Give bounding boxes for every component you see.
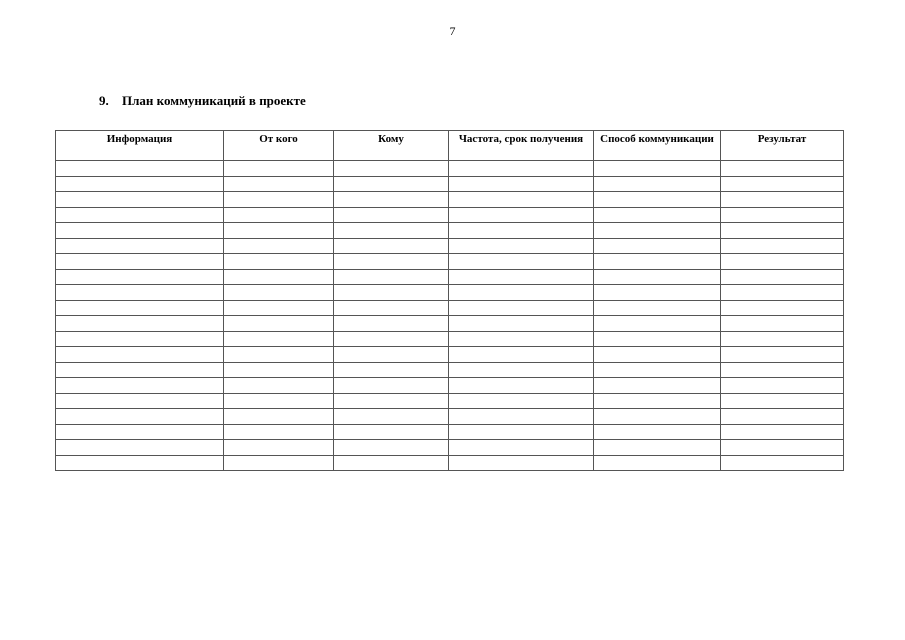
table-cell-frequency[interactable] (449, 393, 594, 409)
table-row (56, 223, 844, 239)
table-cell-information[interactable] (56, 316, 224, 332)
table-cell-to[interactable] (334, 207, 449, 223)
table-cell-information[interactable] (56, 176, 224, 192)
table-cell-result[interactable] (721, 207, 844, 223)
table-cell-information[interactable] (56, 347, 224, 363)
table-cell-frequency[interactable] (449, 207, 594, 223)
table-row (56, 285, 844, 301)
table-cell-from[interactable] (224, 192, 334, 208)
table-cell-method[interactable] (594, 238, 721, 254)
table-cell-result[interactable] (721, 424, 844, 440)
communication-plan-table (55, 130, 844, 471)
table-cell-to[interactable] (334, 285, 449, 301)
table-cell-from[interactable] (224, 362, 334, 378)
table-row (56, 393, 844, 409)
table-cell-frequency[interactable] (449, 362, 594, 378)
table-cell-to[interactable] (334, 254, 449, 270)
table-cell-result[interactable] (721, 362, 844, 378)
table-cell-result[interactable] (721, 331, 844, 347)
table-cell-method[interactable] (594, 285, 721, 301)
table-cell-to[interactable] (334, 362, 449, 378)
table-row (56, 300, 844, 316)
table-row (56, 192, 844, 208)
table-cell-to[interactable] (334, 176, 449, 192)
table-cell-to[interactable] (334, 192, 449, 208)
table-cell-from[interactable] (224, 455, 334, 471)
table-row (56, 347, 844, 363)
table-cell-to[interactable] (334, 238, 449, 254)
table-cell-method[interactable] (594, 347, 721, 363)
table-cell-result[interactable] (721, 223, 844, 239)
table-cell-from[interactable] (224, 316, 334, 332)
column-header-result: Результат (721, 131, 844, 161)
table-row (56, 409, 844, 425)
column-header-to: Кому (334, 131, 449, 161)
table-cell-information[interactable] (56, 424, 224, 440)
table-header-row (56, 131, 844, 161)
table-cell-frequency[interactable] (449, 316, 594, 332)
table-cell-method[interactable] (594, 316, 721, 332)
table-cell-information[interactable] (56, 331, 224, 347)
table-row (56, 316, 844, 332)
table-row (56, 176, 844, 192)
table-cell-method[interactable] (594, 378, 721, 394)
table-cell-frequency[interactable] (449, 378, 594, 394)
table-cell-frequency[interactable] (449, 238, 594, 254)
section-title: План коммуникаций в проекте (122, 93, 306, 108)
table-cell-method[interactable] (594, 362, 721, 378)
section-heading (99, 93, 306, 109)
table-cell-result[interactable] (721, 440, 844, 456)
table-cell-result[interactable] (721, 176, 844, 192)
table-cell-result[interactable] (721, 238, 844, 254)
table-cell-method[interactable] (594, 176, 721, 192)
column-header-frequency: Частота, срок получения (449, 131, 594, 161)
table-row (56, 269, 844, 285)
table-cell-to[interactable] (334, 223, 449, 239)
table-cell-frequency[interactable] (449, 331, 594, 347)
table-cell-method[interactable] (594, 300, 721, 316)
section-number: 9. (99, 93, 109, 108)
table-cell-result[interactable] (721, 455, 844, 471)
table-cell-method[interactable] (594, 455, 721, 471)
table-cell-from[interactable] (224, 424, 334, 440)
table-cell-to[interactable] (334, 409, 449, 425)
table-cell-information[interactable] (56, 362, 224, 378)
table-cell-result[interactable] (721, 347, 844, 363)
table-cell-from[interactable] (224, 440, 334, 456)
table-cell-method[interactable] (594, 161, 721, 177)
table-cell-result[interactable] (721, 269, 844, 285)
table-cell-frequency[interactable] (449, 161, 594, 177)
table-cell-from[interactable] (224, 378, 334, 394)
table-cell-to[interactable] (334, 455, 449, 471)
table-cell-information[interactable] (56, 409, 224, 425)
table-cell-frequency[interactable] (449, 455, 594, 471)
table-row (56, 378, 844, 394)
table-cell-information[interactable] (56, 393, 224, 409)
table-cell-information[interactable] (56, 238, 224, 254)
table-cell-from[interactable] (224, 393, 334, 409)
table-cell-from[interactable] (224, 347, 334, 363)
table-cell-frequency[interactable] (449, 300, 594, 316)
table-cell-to[interactable] (334, 393, 449, 409)
table-cell-frequency[interactable] (449, 285, 594, 301)
table-cell-method[interactable] (594, 440, 721, 456)
table-row (56, 254, 844, 270)
table-cell-from[interactable] (224, 176, 334, 192)
table-cell-method[interactable] (594, 331, 721, 347)
table-cell-from[interactable] (224, 223, 334, 239)
table-row (56, 331, 844, 347)
table-cell-method[interactable] (594, 207, 721, 223)
table-cell-method[interactable] (594, 409, 721, 425)
table-cell-to[interactable] (334, 331, 449, 347)
table-cell-method[interactable] (594, 254, 721, 270)
table-cell-from[interactable] (224, 269, 334, 285)
table-cell-from[interactable] (224, 331, 334, 347)
table-cell-method[interactable] (594, 269, 721, 285)
table-cell-information[interactable] (56, 285, 224, 301)
table-cell-information[interactable] (56, 254, 224, 270)
table-cell-method[interactable] (594, 192, 721, 208)
table-row (56, 424, 844, 440)
table-cell-result[interactable] (721, 316, 844, 332)
column-header-method: Способ коммуникации (594, 131, 721, 161)
table-cell-result[interactable] (721, 192, 844, 208)
table-body (56, 161, 844, 471)
table-cell-frequency[interactable] (449, 254, 594, 270)
table-cell-to[interactable] (334, 316, 449, 332)
table-row (56, 455, 844, 471)
table-cell-information[interactable] (56, 269, 224, 285)
table-cell-from[interactable] (224, 254, 334, 270)
table-row (56, 207, 844, 223)
table-cell-to[interactable] (334, 300, 449, 316)
table-cell-from[interactable] (224, 409, 334, 425)
table-cell-information[interactable] (56, 378, 224, 394)
table-cell-information[interactable] (56, 455, 224, 471)
table-cell-to[interactable] (334, 269, 449, 285)
column-header-from: От кого (224, 131, 334, 161)
table-cell-information[interactable] (56, 300, 224, 316)
table-row (56, 161, 844, 177)
table-row (56, 238, 844, 254)
table-cell-result[interactable] (721, 300, 844, 316)
table-cell-frequency[interactable] (449, 424, 594, 440)
table-row (56, 362, 844, 378)
table-cell-from[interactable] (224, 238, 334, 254)
table-cell-frequency[interactable] (449, 440, 594, 456)
table-cell-to[interactable] (334, 347, 449, 363)
page-number: 7 (449, 24, 456, 38)
table-row (56, 440, 844, 456)
table-cell-result[interactable] (721, 254, 844, 270)
table-cell-from[interactable] (224, 300, 334, 316)
table-cell-method[interactable] (594, 223, 721, 239)
table-cell-method[interactable] (594, 424, 721, 440)
table-cell-information[interactable] (56, 440, 224, 456)
table-cell-result[interactable] (721, 285, 844, 301)
table-cell-information[interactable] (56, 223, 224, 239)
table-cell-frequency[interactable] (449, 192, 594, 208)
table-cell-frequency[interactable] (449, 409, 594, 425)
table-cell-result[interactable] (721, 409, 844, 425)
table-cell-frequency[interactable] (449, 176, 594, 192)
table-cell-information[interactable] (56, 161, 224, 177)
table-cell-from[interactable] (224, 207, 334, 223)
table-cell-result[interactable] (721, 393, 844, 409)
table-cell-from[interactable] (224, 161, 334, 177)
column-header-information: Информация (56, 131, 224, 161)
table-cell-to[interactable] (334, 440, 449, 456)
table-cell-frequency[interactable] (449, 223, 594, 239)
table-cell-to[interactable] (334, 424, 449, 440)
table-cell-frequency[interactable] (449, 269, 594, 285)
table-cell-to[interactable] (334, 378, 449, 394)
table-cell-frequency[interactable] (449, 347, 594, 363)
table-cell-information[interactable] (56, 207, 224, 223)
table-cell-method[interactable] (594, 393, 721, 409)
table-cell-from[interactable] (224, 285, 334, 301)
table-cell-information[interactable] (56, 192, 224, 208)
table-cell-result[interactable] (721, 161, 844, 177)
table-cell-to[interactable] (334, 161, 449, 177)
table-cell-result[interactable] (721, 378, 844, 394)
